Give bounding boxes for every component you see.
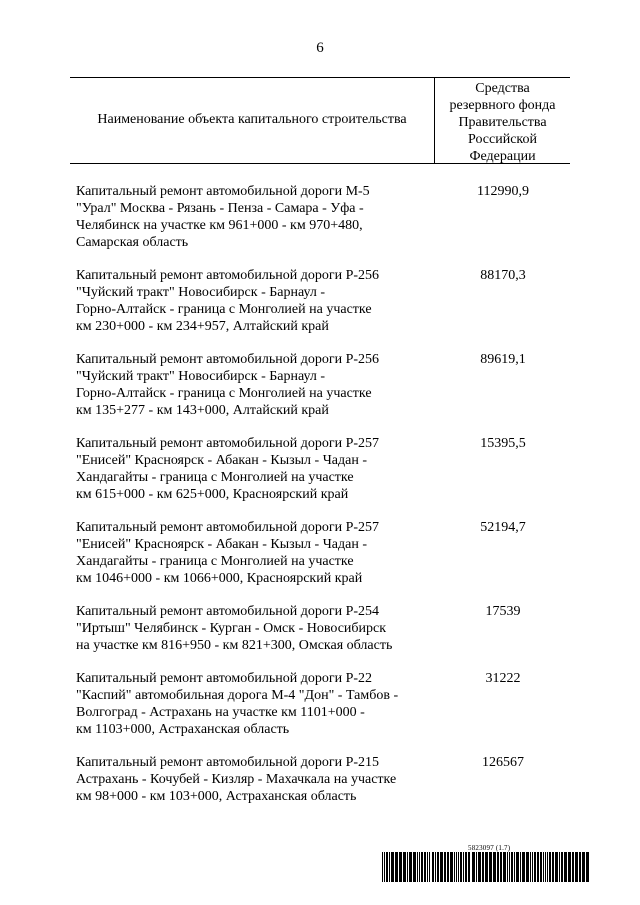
table-row: [76, 519, 576, 587]
row-amount: 15395,5: [480, 436, 526, 451]
row-amount: 126567: [482, 755, 524, 770]
row-description: Капитальный ремонт автомобильной дороги Р-215 Астрахань - Кочубей - Кизляр - Махачкала на участке км 98+000 - км 103+000, Астраханская область: [76, 755, 397, 804]
row-amount: 112990,9: [477, 184, 529, 199]
row-description: Капитальный ремонт автомобильной дороги Р-256 "Чуйский тракт" Новосибирск - Барнаул - Горно-Алтайск - граница с Монголией на участке км 135+277 - км 143+000, Алтайский край: [76, 352, 380, 418]
row-description: Капитальный ремонт автомобильной дороги Р-257 "Енисей" Красноярск - Абакан - Кызыл - Чадан - Хандагайты - граница с Монголией на участке км 615+000 - км 625+000, Красноярский край: [76, 436, 380, 502]
table-row: [76, 183, 576, 251]
column-header-name-text: Наименование объекта капитального строительства: [97, 112, 407, 127]
column-header-name: [70, 77, 434, 163]
table-row: [76, 670, 576, 738]
table-header-bottom-rule: [70, 163, 570, 164]
page-number: 6: [316, 40, 324, 56]
row-description: Капитальный ремонт автомобильной дороги Р-257 "Енисей" Красноярск - Абакан - Кызыл - Чадан - Хандагайты - граница с Монголией на участке км 1046+000 - км 1066+000, Красноярский край: [76, 520, 380, 586]
row-description: Капитальный ремонт автомобильной дороги Р-254 "Иртыш" Челябинск - Курган - Омск - Новосибирск на участке км 816+950 - км 821+300, Омская область: [76, 604, 393, 653]
row-description: Капитальный ремонт автомобильной дороги Р-22 "Каспий" автомобильная дорога М-4 "Дон" - Тамбов - Волгоград - Астрахань на участке км 1101+000 - км 1103+000, Астраханская область: [76, 671, 399, 737]
table-row: [76, 267, 576, 335]
document-code: 5823097 (1.7): [468, 844, 511, 852]
table-row: [76, 435, 576, 503]
row-amount: 52194,7: [480, 520, 526, 535]
column-header-fund: Средства резервного фонда Правительства Российской Федерации: [449, 81, 556, 164]
row-amount: 88170,3: [480, 268, 526, 283]
row-description: Капитальный ремонт автомобильной дороги Р-256 "Чуйский тракт" Новосибирск - Барнаул - Горно-Алтайск - граница с Монголией на участке км 230+000 - км 234+957, Алтайский край: [76, 268, 380, 334]
table-row: [76, 351, 576, 419]
row-amount: 17539: [485, 604, 521, 619]
table-body: [76, 183, 576, 821]
barcode-icon: [382, 852, 590, 882]
row-amount: 89619,1: [480, 352, 526, 367]
table-row: [76, 754, 576, 805]
table-row: [76, 603, 576, 654]
row-amount: 31222: [485, 671, 521, 686]
row-description: Капитальный ремонт автомобильной дороги М-5 "Урал" Москва - Рязань - Пенза - Самара - Уфа - Челябинск на участке км 961+000 - км 970+480, Самарская область: [76, 184, 370, 250]
